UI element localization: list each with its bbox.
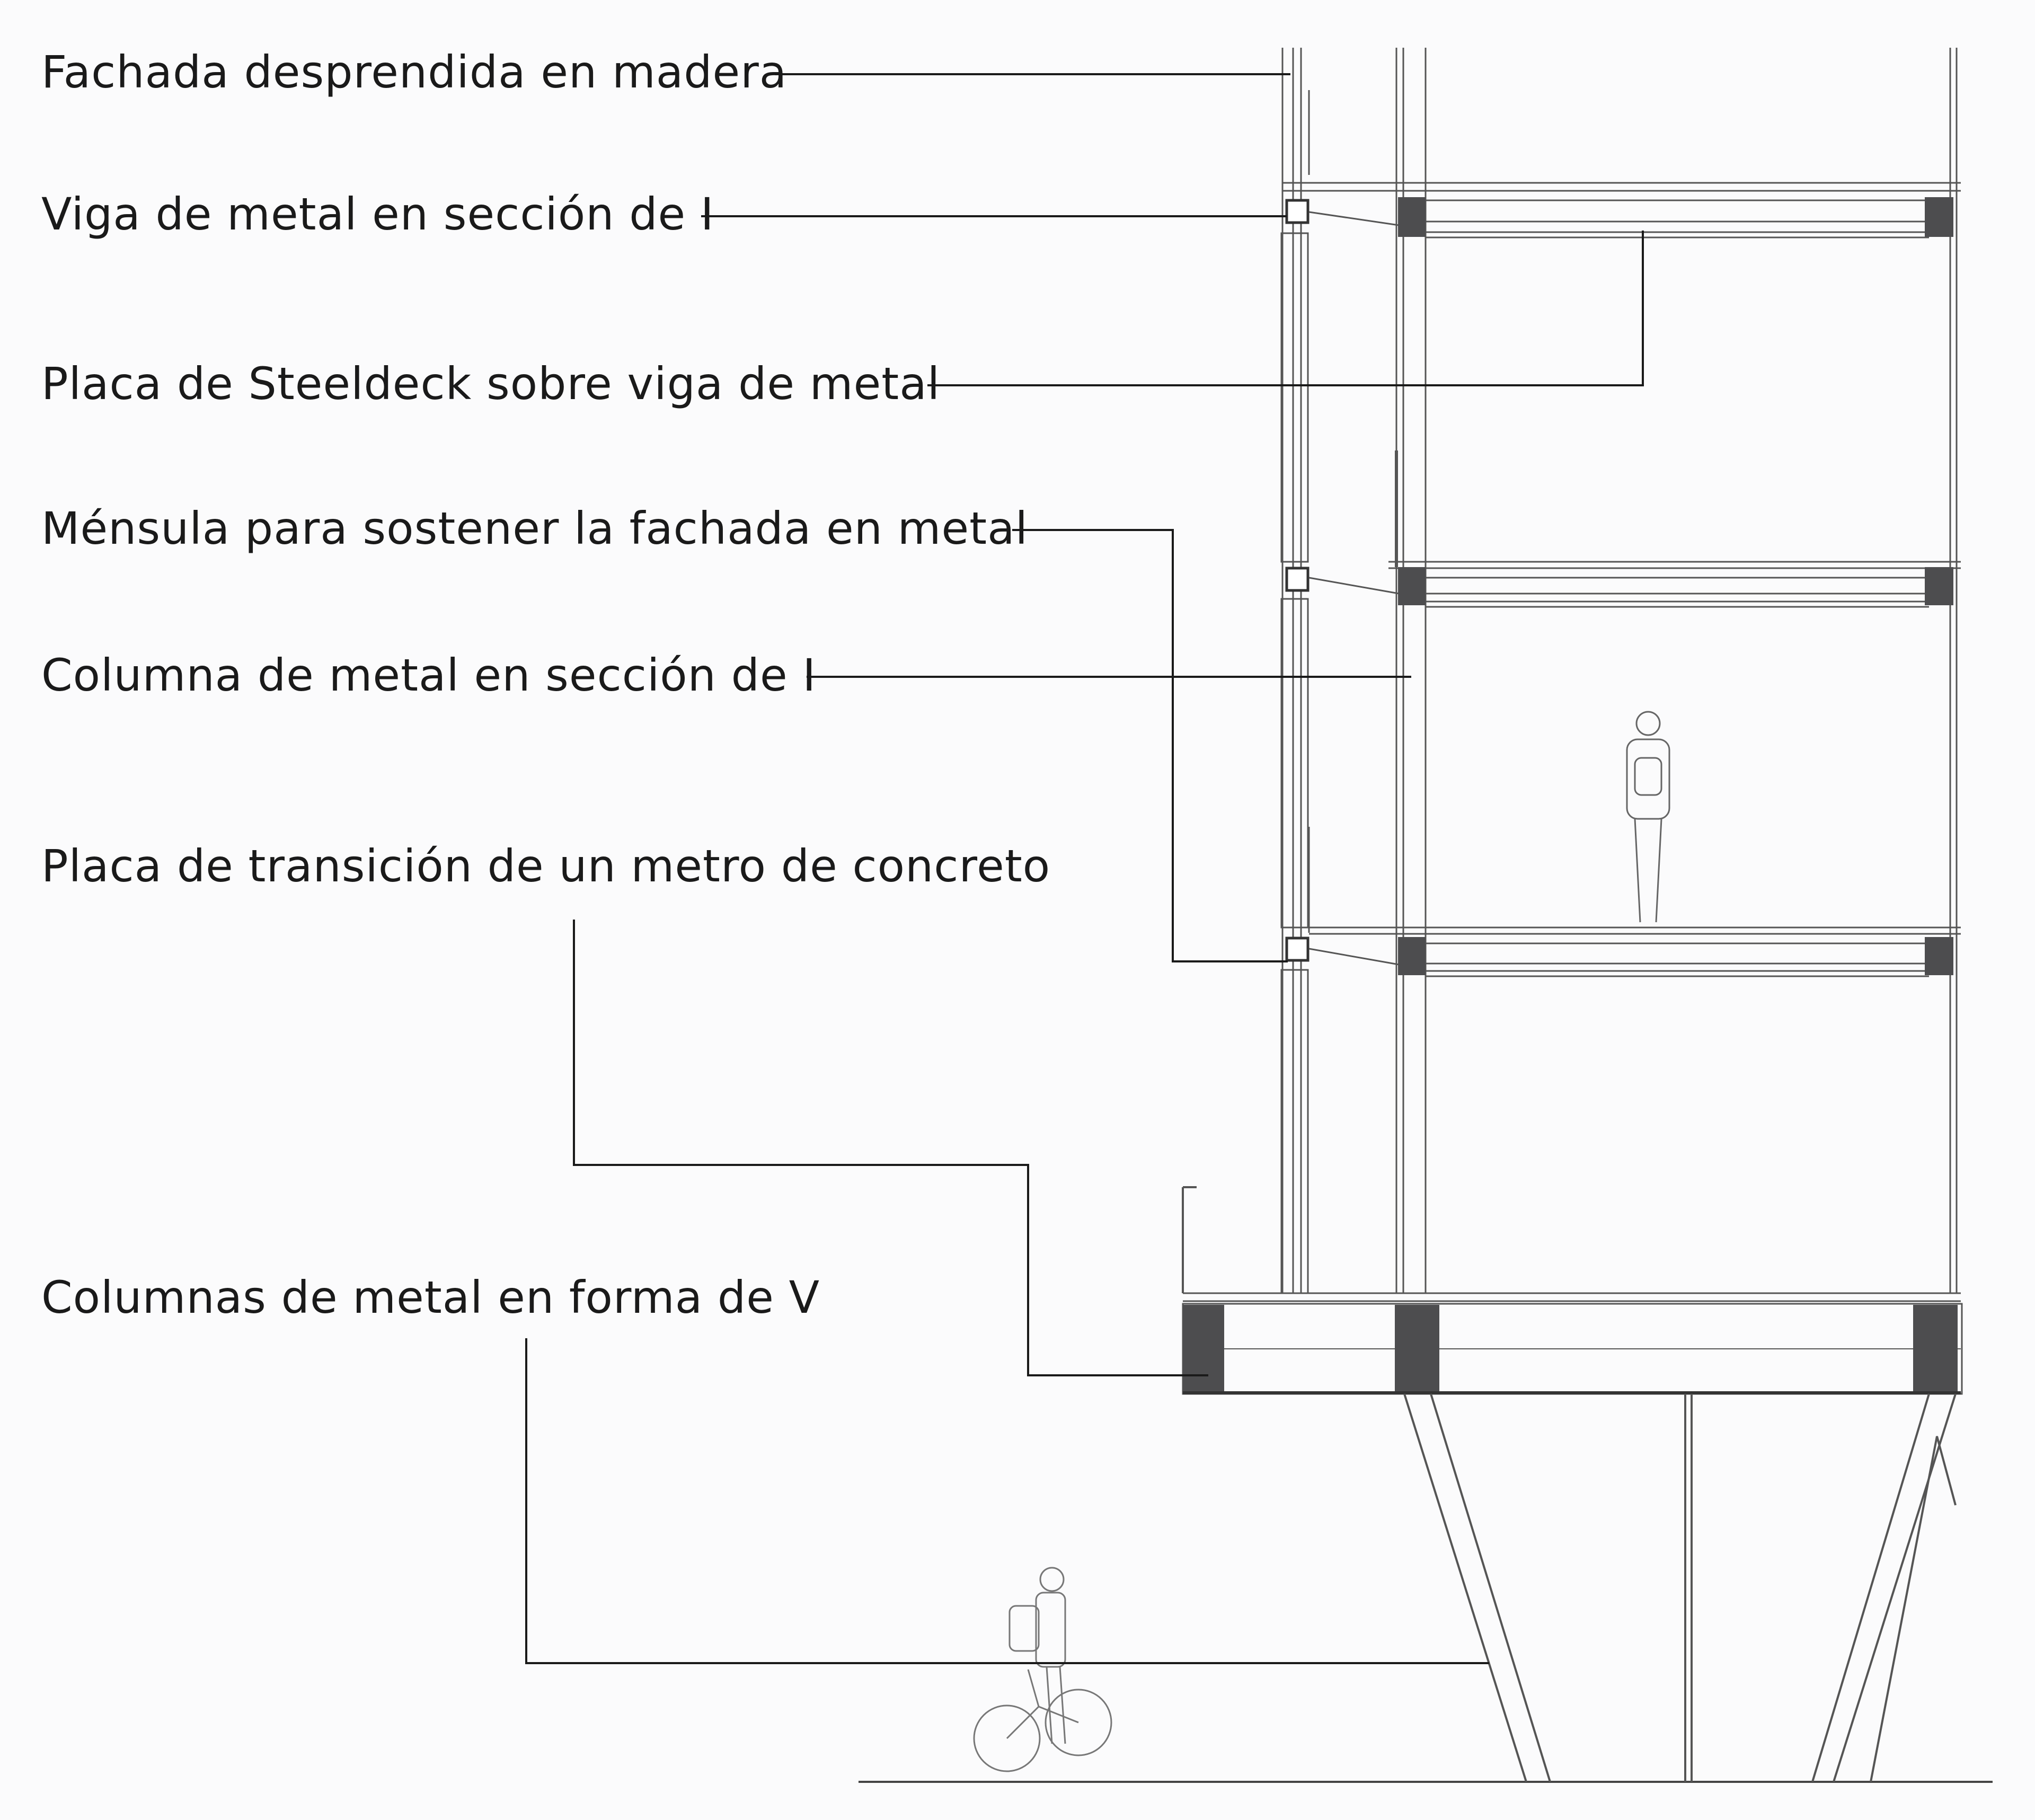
label-placa-transicion: Placa de transición de un metro de concreto xyxy=(41,840,1051,892)
leader-placa-steeldeck xyxy=(927,231,1643,385)
person-walking xyxy=(1627,712,1669,922)
transition-slab xyxy=(1183,1293,1962,1394)
label-viga-seccion-i: Viga de metal en sección de I xyxy=(41,188,714,240)
label-placa-steeldeck: Placa de Steeldeck sobre viga de metal xyxy=(41,358,941,410)
beam-sections xyxy=(1398,197,1953,975)
leader-columnas-v xyxy=(526,1338,1489,1663)
label-fachada-madera: Fachada desprendida en madera xyxy=(41,46,788,98)
cyclist xyxy=(974,1568,1111,1771)
label-columnas-v: Columnas de metal en forma de V xyxy=(41,1271,820,1323)
label-columna-seccion-i: Columna de metal en sección de I xyxy=(41,649,817,701)
v-columns xyxy=(1404,1394,1956,1782)
leader-mensula-fachada xyxy=(1012,530,1288,961)
interior-columns xyxy=(1396,48,1957,1293)
label-mensula-fachada: Ménsula para sostener la fachada en metal xyxy=(41,502,1028,554)
balcony-railing xyxy=(1183,1187,1197,1293)
wood-facade xyxy=(1281,48,1309,1293)
facade-brackets xyxy=(1287,200,1308,960)
floor-slab-1 xyxy=(1282,183,1961,237)
